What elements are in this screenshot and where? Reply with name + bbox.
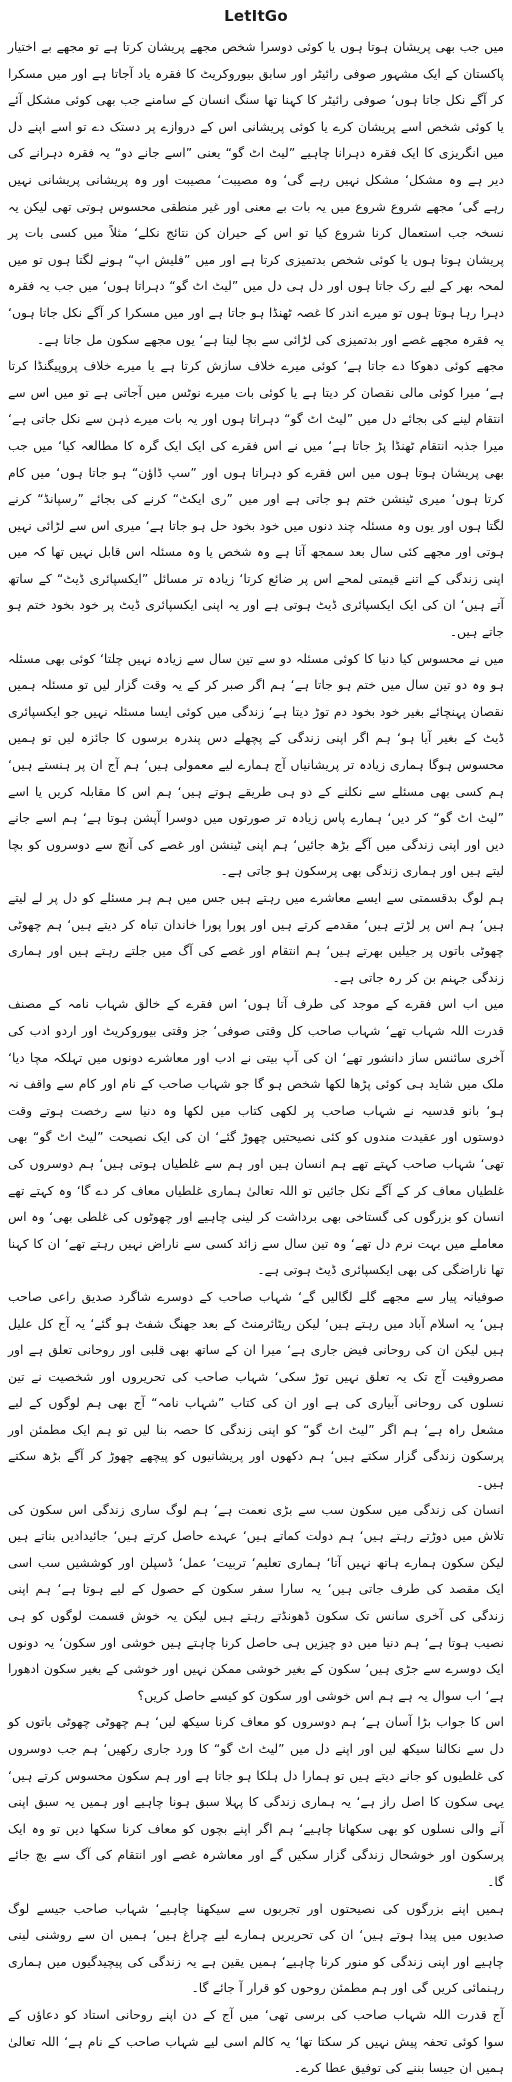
paragraph: ہمیں اپنے بزرگوں کی نصیحتوں اور تجربوں سے سیکھنا چاہیے‘ شہاب صاحب جیسے لوگ صدیوں میں پیدا ہوتے ہیں‘ ان کی تحریریں ہمارے لیے چراغ ہیں‘ ہمیں ان سے روشنی لینی چاہیے اور اپنی زندگی کو منور کرنا چاہیے‘ ہمیں یقین ہے یہ زندگی کی پیچیدگیوں میں ہماری رہنمائی کریں گی اور ہم مطمئن روحوں کو قرار آ جائے گا۔ xyxy=(8,1900,504,1996)
article-body xyxy=(8,34,504,2076)
paragraph: میں جب بھی پریشان ہوتا ہوں یا کوئی دوسرا شخص مجھے پریشان کرتا ہے تو مجھے بے اختیار پاکستان کے ایک مشہور صوفی رائیٹر اور سابق بیوروکریٹ کا فقرہ یاد آجاتا ہے اور میں مسکرا کر آگے نکل جاتا ہوں‘ صوفی رائیٹر کا کہنا تھا سنگ انسان کے سامنے جب بھی کوئی مشکل آئے یا کوئی شخص اسے پریشان کرے یا کوئی پریشانی اس کے دروازے پر دستک دے تو اسے اپنے دل میں انگریزی کا ایک فقرہ دہرانا چاہیے ”لیٹ اٹ گو“ یعنی ”اسے جانے دو“ یہ فقرہ دہرانے کی دیر ہے وہ مشکل‘ مشکل نہیں رہے گی‘ وہ مصیبت‘ مصیبت اور وہ پریشانی پریشانی نہیں رہے گی‘ مجھے شروع شروع میں یہ بات بے معنی اور غیر منطقی محسوس ہوتی تھی لیکن یہ نسخہ جب استعمال کرنا شروع کیا تو اس کے حیران کن نتائج نکلے‘ مثلاً میں کسی بات پر پریشان ہوتا ہوں یا کوئی شخص بدتمیزی کرتا ہے اور میں ”فلیش اپ“ ہونے لگتا ہوں تو میں لمحہ بھر کے لیے رک جاتا ہوں اور دل ہی دل میں ”لیٹ اٹ گو“ دہراتا ہوں‘ میں جب یہ فقرہ دہرا رہا ہوتا ہوں تو میرے اندر کا غصہ ٹھنڈا ہو جاتا ہے اور میں مسکرا کر آگے نکل جاتا ہوں‘ یہ فقرہ مجھے غصے اور بدتمیزی کی لڑائی سے بچا لیتا ہے‘ یوں مجھے سکون مل جاتا ہے۔ xyxy=(8,39,504,347)
paragraph: مجھے کوئی دھوکا دے جاتا ہے‘ کوئی میرے خلاف سازش کرتا ہے یا میرے خلاف پروپیگنڈا کرتا ہے‘ میرا کوئی مالی نقصان کر دیتا ہے یا کوئی بات میرے نوٹس میں آجاتی ہے تو میں اس سے انتقام لینے کی بجائے دل میں ”لیٹ اٹ گو“ دہراتا ہوں اور یہ بات میرے ذہن سے نکل جاتی ہے‘ میرا جذبہ انتقام ٹھنڈا پڑ جاتا ہے‘ میں نے اس فقرے کی ایک ایک گرہ کا مطالعہ کیا‘ میں جب بھی پریشان ہوتا ہوں میں اس فقرے کو دہراتا ہوں اور ”سپ ڈاؤن“ ہو جاتا ہوں‘ میں کام کرتا ہوں‘ میری ٹینشن ختم ہو جاتی ہے اور میں ”ری ایکٹ“ کرنے کی بجائے ”رسپانڈ“ کرنے لگتا ہوں اور یوں وہ مسئلہ چند دنوں میں خود بخود حل ہو جاتا ہے‘ میری اس سے لڑائی نہیں ہوتی اور مجھے کئی سال بعد سمجھ آتا ہے وہ شخص یا وہ مسئلہ اس قابل نہیں تھا کہ میں اپنی زندگی کے اتنے قیمتی لمحے اس پر ضائع کرتا‘ زیادہ تر مسائل ”ایکسپائری ڈیٹ“ کے ساتھ آتے ہیں‘ ان کی ایک ایکسپائری ڈیٹ ہوتی ہے اور یہ اپنی ایکسپائری ڈیٹ پر خود بخود ختم ہو جاتے ہیں۔ xyxy=(8,358,504,640)
paragraph: ہم لوگ بدقسمتی سے ایسے معاشرے میں رہتے ہیں جس میں ہم ہر مسئلے کو دل پر لے لیتے ہیں‘ ہم اس پر لڑتے ہیں‘ مقدمے کرتے ہیں اور پورا پورا خاندان تباہ کر دیتے ہیں‘ ہم چھوٹی چھوٹی باتوں پر جیلیں بھرتے ہیں‘ ہم انتقام اور غصے کی آگ میں جلتے رہتے ہیں اور ہماری زندگی جہنم بن کر رہ جاتی ہے۔ xyxy=(8,890,504,985)
paragraph: صوفیانہ پیار سے مجھے گلے لگالیں گے‘ شہاب صاحب کے دوسرے شاگرد صدیق راعی صاحب ہیں‘ یہ اسلام آباد میں رہتے ہیں‘ لیکن ریٹائرمنٹ کے بعد جھنگ شفٹ ہو گئے‘ یہ آج کل علیل ہیں لیکن ان کی روحانی فیض جاری ہے‘ میرا ان کے ساتھ بھی قلبی اور روحانی تعلق ہے اور مصروفیت آج تک یہ تعلق نہیں توڑ سکی‘ شہاب صاحب کی تحریروں اور شخصیت نے تین نسلوں کی روحانی آبیاری کی ہے اور ان کی کتاب ”شہاب نامہ“ آج بھی ہم لوگوں کے لیے مشعل راہ ہے‘ ہم اگر ”لیٹ اٹ گو“ کو اپنی زندگی کا حصہ بنا لیں تو ہم ایک مطمئن اور پرسکون زندگی گزار سکتے ہیں‘ ہم دکھوں اور پریشانیوں کو پیچھے چھوڑ کر آگے بڑھ سکتے ہیں۔ xyxy=(8,1288,504,1491)
column-title: LetItGo xyxy=(224,7,288,25)
paragraph: اس کا جواب بڑا آسان ہے‘ ہم دوسروں کو معاف کرنا سیکھ لیں‘ ہم چھوٹی چھوٹی باتوں کو دل سے نکالنا سیکھ لیں اور اپنے دل میں ”لیٹ اٹ گو“ کا ورد جاری رکھیں‘ ہم جب دوسروں کی غلطیوں کو جانے دیتے ہیں تو ہمارا دل ہلکا ہو جاتا ہے اور ہم سکون محسوس کرتے ہیں‘ یہی سکون کا اصل راز ہے‘ یہ ہماری زندگی کا پہلا سبق ہونا چاہیے اور ہمیں یہ سبق اپنی آنے والی نسلوں کو بھی سکھانا چاہیے‘ ہم اگر اپنے بچوں کو معاف کرنا سکھا دیں تو وہ ایک پرسکون اور خوشحال زندگی گزار سکیں گے اور معاشرہ غصے اور انتقام کی آگ سے بچ جائے گا۔ xyxy=(8,1714,504,1889)
paragraph: میں نے محسوس کیا دنیا کا کوئی مسئلہ دو سے تین سال سے زیادہ نہیں چلتا‘ کوئی بھی مسئلہ ہو وہ دو تین سال میں ختم ہو جاتا ہے‘ ہم اگر صبر کر کے یہ وقت گزار لیں تو مسئلہ ہمیں نقصان پہنچائے بغیر خود بخود دم توڑ دیتا ہے‘ زندگی میں کوئی ایسا مسئلہ نہیں جو ایکسپائری ڈیٹ کے بغیر آیا ہو‘ ہم اگر اپنی زندگی کے پچھلے دس پندرہ برسوں کا جائزہ لیں تو ہمیں محسوس ہوگا ہماری زیادہ تر پریشانیاں آج ہمارے لیے معمولی ہیں‘ ہم آج ان پر ہنستے ہیں‘ ہم کسی بھی مسئلے سے نکلنے کے دو ہی طریقے ہوتے ہیں‘ ہم اس کا مقابلہ کریں یا اسے ”لیٹ اٹ گو“ کر دیں‘ ہمارے پاس زیادہ تر صورتوں میں دوسرا آپشن ہوتا ہے‘ ہم اسے جانے دیں اور اپنی زندگی میں آگے بڑھ جائیں‘ ہم اپنی ٹینشن اور غصے کی آنچ سے دوسروں کو بچا لیتے ہیں اور ہماری زندگی بھی پرسکون ہو جاتی ہے۔ xyxy=(8,650,504,879)
paragraph: آج قدرت اللہ شہاب صاحب کی برسی تھی‘ میں آج کے دن اپنے روحانی استاد کو دعاؤں کے سوا کوئی تحفہ پیش نہیں کر سکتا تھا‘ یہ کالم اسی لیے شہاب صاحب کے نام ہے‘ اللہ تعالیٰ ہمیں ان جیسا بننے کی توفیق عطا کرے۔ xyxy=(8,2006,504,2076)
paragraph: میں اب اس فقرے کے موجد کی طرف آتا ہوں‘ اس فقرے کے خالق شہاب نامہ کے مصنف قدرت اللہ شہاب تھے‘ شہاب صاحب کل وقتی صوفی‘ جز وقتی بیوروکریٹ اور اردو ادب کی آخری سائنس ساز دانشور تھے‘ ان کی آپ بیتی نے ادب اور معاشرے دونوں میں تہلکہ مچا دیا‘ ملک میں شاید ہی کوئی پڑھا لکھا شخص ہو گا جو شہاب صاحب کے نام اور کام سے واقف نہ ہو‘ بانو قدسیہ نے شہاب صاحب پر لکھی کتاب میں لکھا وہ دنیا سے رخصت ہوتے وقت دوستوں اور عقیدت مندوں کو کئی نصیحتیں چھوڑ گئے‘ ان کی ایک نصیحت ”لیٹ اٹ گو“ بھی تھی‘ شہاب صاحب کہتے تھے ہم انسان ہیں اور ہم سے غلطیاں ہوتی ہیں‘ ہم دوسروں کی غلطیاں معاف کر کے آگے نکل جائیں تو اللہ تعالیٰ ہماری غلطیاں معاف کر دے گا‘ وہ کہتے تھے انسان کو بزرگوں کی گستاخی بھی برداشت کر لینی چاہیے اور چھوٹوں کی غلطی بھی‘ وہ اس معاملے میں بہت نرم دل تھے‘ وہ تین سال سے زائد کسی سے ناراض نہیں رہتے تھے‘ ان کا کہنا تھا ناراضگی کی بھی ایکسپائری ڈیٹ ہوتی ہے۔ xyxy=(8,996,504,1278)
paragraph: انسان کی زندگی میں سکون سب سے بڑی نعمت ہے‘ ہم لوگ ساری زندگی اس سکون کی تلاش میں دوڑتے رہتے ہیں‘ ہم دولت کماتے ہیں‘ عہدے حاصل کرتے ہیں‘ جائیدادیں بناتے ہیں لیکن سکون ہمارے ہاتھ نہیں آتا‘ ہماری تعلیم‘ تربیت‘ عمل‘ ڈسپلن اور کوششیں سب اسی ایک مقصد کی طرف جاتی ہیں‘ یہ سارا سفر سکون کے حصول کے لیے ہوتا ہے‘ ہم اپنی زندگی کی آخری سانس تک سکون ڈھونڈتے رہتے ہیں لیکن یہ خوش قسمت لوگوں کو ہی نصیب ہوتا ہے‘ ہم دنیا میں دو چیزیں ہی حاصل کرنا چاہتے ہیں خوشی اور سکون‘ یہ دونوں ایک دوسرے سے جڑی ہیں‘ سکون کے بغیر خوشی ممکن نہیں اور خوشی کے بغیر سکون ادھورا ہے‘ اب سوال یہ ہے ہم اس خوشی اور سکون کو کیسے حاصل کریں؟ xyxy=(8,1501,504,1703)
